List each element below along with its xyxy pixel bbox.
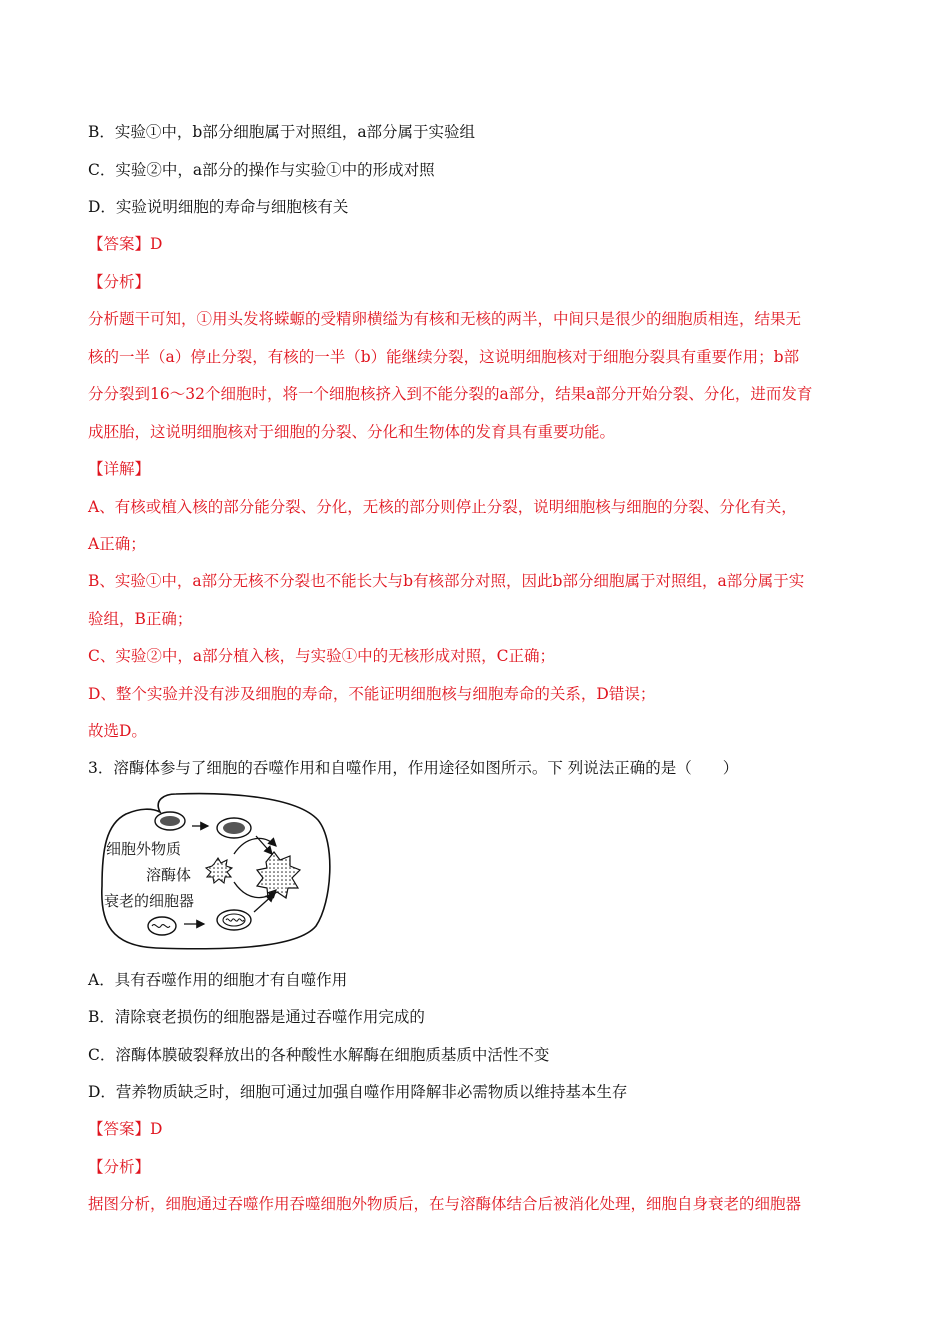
q2-detail-line: C、实验②中，a部分植入核，与实验①中的无核形成对照，C正确； (88, 647, 555, 665)
q2-detail-line: B、实验①中，a部分无核不分裂也不能长大与b有核部分对照，因此b部分细胞属于对照组，a部分属于实 (88, 572, 805, 590)
q2-detail-line: A、有核或植入核的部分能分裂、分化，无核的部分则停止分裂，说明细胞核与细胞的分裂、分化有关， (88, 498, 797, 516)
q2-conclusion: 故选D。 (88, 722, 147, 740)
q3-option-d: D．营养物质缺乏时，细胞可通过加强自噬作用降解非必需物质以维持基本生存 (88, 1083, 628, 1101)
q3-answer: 【答案】D (88, 1120, 163, 1138)
q3-analysis-heading: 【分析】 (88, 1158, 151, 1176)
q2-detail-line: A正确； (88, 535, 146, 553)
q2-analysis-line: 分分裂到16～32个细胞时，将一个细胞核挤入到不能分裂的a部分，结果a部分开始分裂、分化，进而发育 (88, 385, 813, 403)
q2-detail-line: D、整个实验并没有涉及细胞的寿命，不能证明细胞核与细胞寿命的关系，D错误； (88, 685, 656, 703)
autophagosome (217, 910, 251, 930)
q3-option-a: A．具有吞噬作用的细胞才有自噬作用 (88, 971, 348, 989)
digestive-vacuole-icon (257, 852, 300, 898)
lysosome-icon (206, 858, 232, 883)
q2-analysis-line: 核的一半（a）停止分裂，有核的一半（b）能继续分裂，这说明细胞核对于细胞分裂具有重要作用；b部 (88, 348, 800, 366)
q3-option-b: B．清除衰老损伤的细胞器是通过吞噬作用完成的 (88, 1008, 425, 1026)
q2-analysis-line: 成胚胎，这说明细胞核对于细胞的分裂、分化和生物体的发育具有重要功能。 (88, 423, 616, 441)
q2-detail-line: 验组，B正确； (88, 610, 193, 628)
q2-analysis-line: 分析题干可知，①用头发将蝾螈的受精卵横缢为有核和无核的两半，中间只是很少的细胞质相连，结果无 (88, 310, 802, 328)
q2-answer: 【答案】D (88, 235, 163, 253)
q3-option-c: C．溶酶体膜破裂释放出的各种酸性水解酶在细胞质基质中活性不变 (88, 1046, 550, 1064)
q2-detail-heading: 【详解】 (88, 460, 151, 478)
q2-option-d: D．实验说明细胞的寿命与细胞核有关 (88, 198, 349, 216)
label-extracellular: 细胞外物质 (106, 840, 182, 858)
q3-stem: 3．溶酶体参与了细胞的吞噬作用和自噬作用，作用途径如图所示。下 列说法正确的是（ ） (88, 759, 739, 777)
q2-option-b: B．实验①中，b部分细胞属于对照组，a部分属于实验组 (88, 123, 476, 141)
q2-option-c: C．实验②中，a部分的操作与实验①中的形成对照 (88, 161, 435, 179)
lysosome-pathway-diagram (96, 790, 332, 952)
q3-analysis-line: 据图分析，细胞通过吞噬作用吞噬细胞外物质后，在与溶酶体结合后被消化处理，细胞自身衰老的细胞器 (88, 1195, 802, 1213)
q2-analysis-heading: 【分析】 (88, 273, 151, 291)
label-aged-organelle: 衰老的细胞器 (104, 892, 195, 910)
label-lysosome: 溶酶体 (146, 866, 192, 884)
